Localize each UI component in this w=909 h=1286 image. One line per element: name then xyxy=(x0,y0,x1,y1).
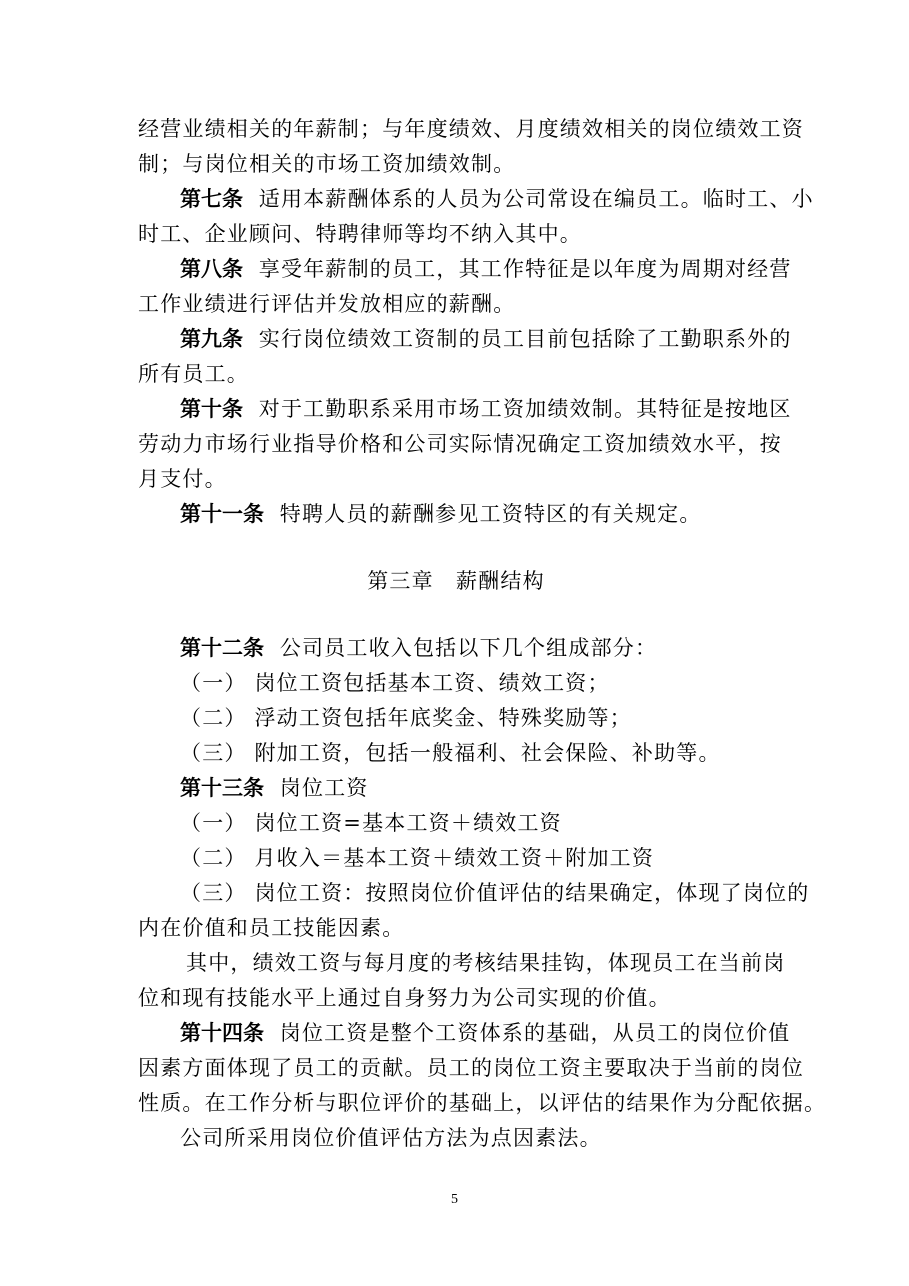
text-line: 岗位工资是整个工资体系的基础，从员工的岗位价值 xyxy=(279,1021,791,1045)
article-nine xyxy=(138,322,792,357)
article-label: 第十四条 xyxy=(180,1021,264,1045)
text-line: 工作业绩进行评估并发放相应的薪酬。 xyxy=(138,292,516,316)
text-line: 内在价值和员工技能因素。 xyxy=(138,916,405,940)
text-line: 月支付。 xyxy=(138,467,227,491)
article-fourteen xyxy=(138,1016,791,1051)
text-line: 适用本薪酬体系的人员为公司常设在编员工。临时工、小 xyxy=(258,187,814,211)
text-line: 对于工勤职系采用市场工资加绩效制。其特征是按地区 xyxy=(258,397,792,421)
list-item: （三） 岗位工资：按照岗位价值评估的结果确定，体现了岗位的 xyxy=(180,881,810,905)
text-line: 性质。在工作分析与职位评价的基础上，以评估的结果作为分配依据。 xyxy=(138,1091,827,1115)
article-ten xyxy=(138,392,792,427)
article-label: 第七条 xyxy=(180,187,243,211)
page-number: 5 xyxy=(451,1192,458,1207)
list-item: （一） 岗位工资=基本工资＋绩效工资 xyxy=(180,811,562,835)
article-seven xyxy=(138,182,814,217)
chapter-title: 第三章 薪酬结构 xyxy=(367,569,545,593)
article-label: 第八条 xyxy=(180,257,243,281)
text-line: 公司所采用岗位价值评估方法为点因素法。 xyxy=(180,1126,602,1150)
text-line: 所有员工。 xyxy=(138,362,249,386)
article-eight xyxy=(138,252,792,287)
article-label: 第十条 xyxy=(180,397,243,421)
list-item: （三） 附加工资，包括一般福利、社会保险、补助等。 xyxy=(180,741,721,765)
text-line: 经营业绩相关的年薪制；与年度绩效、月度绩效相关的岗位绩效工资 xyxy=(138,117,804,141)
text-line: 实行岗位绩效工资制的员工目前包括除了工勤职系外的 xyxy=(258,327,792,351)
article-label: 第九条 xyxy=(180,327,243,351)
text-line: 其中，绩效工资与每月度的考核结果挂钩，体现员工在当前岗 xyxy=(186,951,786,975)
list-item: （二） 浮动工资包括年底奖金、特殊奖励等； xyxy=(180,706,632,730)
article-eleven xyxy=(138,497,774,532)
text-line: 公司员工收入包括以下几个组成部分： xyxy=(279,636,658,660)
article-label: 第十二条 xyxy=(180,636,264,660)
text-line: 因素方面体现了员工的贡献。员工的岗位工资主要取决于当前的岗位 xyxy=(138,1056,804,1080)
list-item: （二） 月收入＝基本工资＋绩效工资＋附加工资 xyxy=(180,846,655,870)
article-thirteen xyxy=(138,771,774,806)
text-line: 岗位工资 xyxy=(279,776,369,800)
article-twelve xyxy=(138,631,774,666)
text-line: 劳动力市场行业指导价格和公司实际情况确定工资加绩效水平，按 xyxy=(138,432,782,456)
text-line: 特聘人员的薪酬参见工资特区的有关规定。 xyxy=(279,502,702,526)
article-label: 第十一条 xyxy=(180,502,264,526)
article-label: 第十三条 xyxy=(180,776,264,800)
text-line: 制；与岗位相关的市场工资加绩效制。 xyxy=(138,152,516,176)
list-item: （一） 岗位工资包括基本工资、绩效工资； xyxy=(180,671,610,695)
text-line: 位和现有技能水平上通过自身努力为公司实现的价值。 xyxy=(138,986,671,1010)
document-body xyxy=(138,112,827,1156)
text-line: 时工、企业顾问、特聘律师等均不纳入其中。 xyxy=(138,222,582,246)
text-line: 享受年薪制的员工，其工作特征是以年度为周期对经营 xyxy=(258,257,792,281)
